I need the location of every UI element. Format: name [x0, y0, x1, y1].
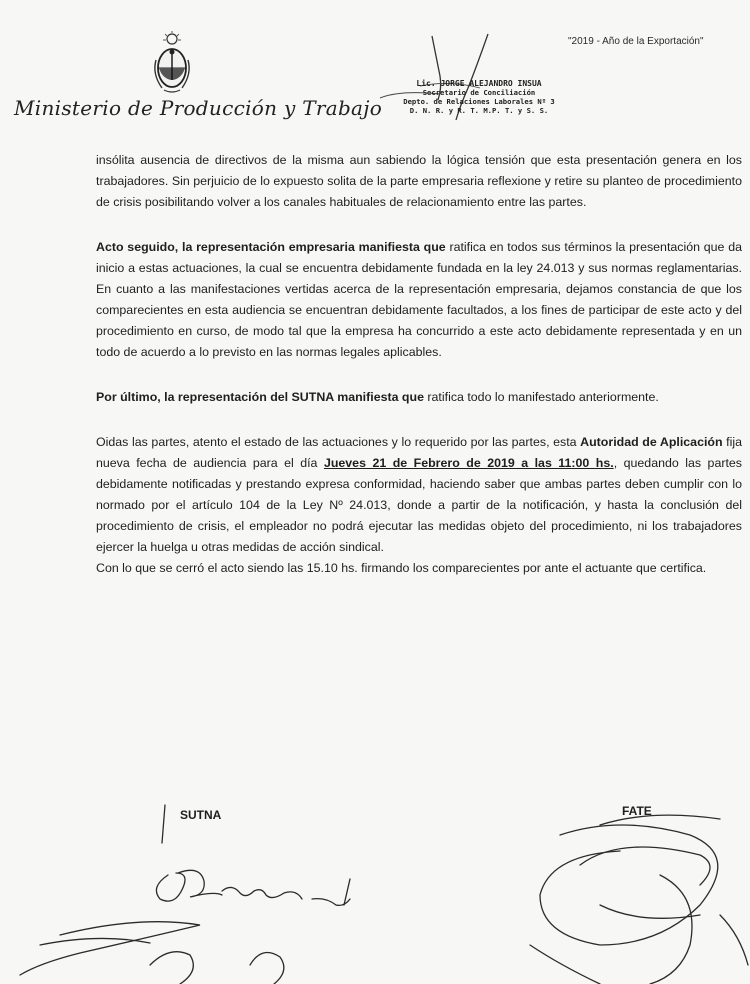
paragraph-4-text-b: fija nueva fecha de audiencia para el día	[96, 435, 742, 470]
paragraph-3-lead: Por último, la representación del SUTNA manifiesta que	[96, 390, 424, 404]
stamp-line-2: Depto. de Relaciones Laborales Nº 3	[403, 97, 555, 106]
authority-label: Autoridad de Aplicación	[580, 435, 723, 449]
hearing-date: Jueves 21 de Febrero de 2019 a las 11:00 hs.	[323, 456, 614, 470]
official-stamp	[389, 79, 569, 115]
paragraph-5: Con lo que se cerró el acto siendo las 15.10 hs. firmando los comparecientes por ante el actuante que certifica.	[96, 561, 707, 575]
signature-label-sutna: SUTNA	[180, 808, 222, 822]
paragraph-1: insólita ausencia de directivos de la misma aun sabiendo la lógica tensión que esta presentación genera en los trabajadores. Sin perjuicio de lo expuesto solita de la parte empresaria reflexione y retire su planteo de procedimiento de crisis posibilitando volver a los canales habituales de relacionamiento entre las partes.	[96, 153, 742, 209]
signature-label-fate: FATE	[622, 804, 652, 818]
ministry-title: Ministerio de Producción y Trabajo	[14, 96, 383, 120]
paragraph-3	[96, 387, 742, 408]
paragraph-2	[96, 237, 742, 363]
stamp-line-3: D. N. R. y R. T. M.P. T. y S. S.	[409, 106, 549, 115]
paragraph-2-lead: Acto seguido, la representación empresaria manifiesta que	[96, 240, 446, 254]
paragraph-4	[96, 432, 742, 558]
paragraph-4-text-c: , quedando las partes debidamente notificadas y prestando expresa conformidad, haciendo saber que ambas partes deben cumplir con lo normado por el artículo 104 de la Ley Nº 24.013, donde a partir de la notificación, y hasta la conclusión del procedimiento de crisis, el empleador no podrá ejecutar las medidas objeto del procedimiento, ni los trabajadores ejercer la huelga u otras medidas de acción sindical.	[96, 456, 742, 554]
paragraph-2-text: ratifica en todos sus términos la presentación que da inicio a estas actuaciones, la cual se encuentra debidamente fundada en la ley 24.013 y sus normas reglamentarias. En cuanto a las manifestaciones vertidas acerca de la representación empresaria, dejamos constancia de que los comparecientes en esta audiencia se encuentran debidamente facultados, a los fines de participar de este acto y del procedimiento en curso, de modo tal que la empresa ha concurrido a este acto debidamente representada y en un todo de acuerdo a lo previsto en las normas legales aplicables.	[96, 240, 742, 359]
year-motto: "2019 - Año de la Exportación"	[568, 36, 704, 47]
paragraph-4-text-a: Oidas las partes, atento el estado de las actuaciones y lo requerido por las partes, esta	[96, 435, 581, 449]
stamp-line-1: Secretario de Conciliación	[422, 88, 536, 97]
stamp-name: Lic. JORGE ALEJANDRO INSUA	[416, 79, 542, 88]
paragraph-3-text: ratifica todo lo manifestado anteriormente.	[423, 390, 659, 404]
coat-of-arms-icon	[150, 30, 194, 94]
handwritten-signatures	[0, 795, 750, 984]
document-body	[96, 150, 742, 603]
